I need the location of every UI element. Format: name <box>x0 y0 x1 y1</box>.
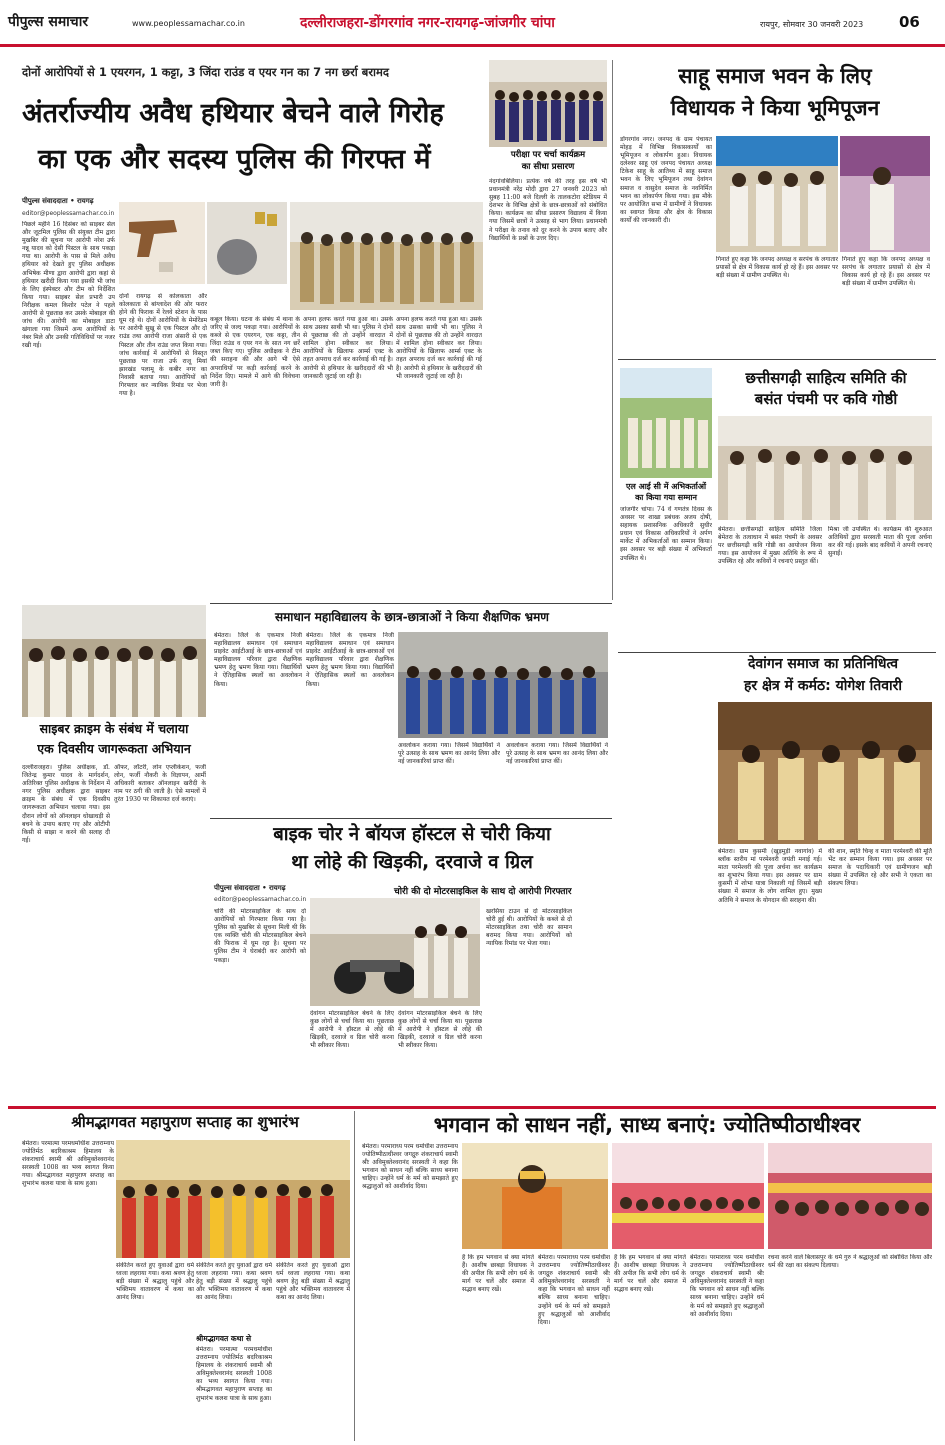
section-divider <box>210 603 612 604</box>
jyotish-text-5: बेमेतरा। परमाराध्य परम धर्माधीश उत्तराम्नाय ज्योतिष्पीठाधीश्वर जगद्गुरु शंकराचार्य स्वामी श्रीः अविमुक्तेश्वरानंद सरस्वती ने कहा कि भगवान को साधन नहीं बल्कि साध्य बनाना चाहिए। उन्होंने धर्म के मर्म को समझाते हुए श्रद्धालुओं को आशीर्वाद दिया। <box>690 1254 764 1318</box>
jyotish-photo-2 <box>612 1143 764 1249</box>
bhagwat-subhead: श्रीमद्भागवत कथा से <box>196 1334 252 1343</box>
samadhan-text-2: बेमेतरा। जिले के एकमात्र निजी महाविद्यालय समाधान एवं समाधान प्राइवेट आईटीआई के छात्र-छात्राओं एवं महाविद्यालय परिवार द्वारा शैक्षणिक भ्रमण हेतु भ्रमण किया गया। विद्यार्थियों ने ऐतिहासिक स्थलों का अवलोकन किया। <box>306 632 394 688</box>
lic-text: जांजगीर चांपा। 74 वें गणतंत्र दिवस के अवसर पर शाखा प्रबंधक अजय दोषी, सहायक प्रशासनिक अधिकारी सुधीर प्रधान एवं विकास अधिकारियों ने अर्पण मार्केट में अभिकर्ताओं का सम्मान किया। इस अवसर पर बड़ी संख्या में अभिकर्ता उपस्थित थे। <box>620 506 712 562</box>
cyber-photo <box>22 605 206 717</box>
lic-photo <box>620 368 712 478</box>
weapons-photo-2 <box>207 202 287 284</box>
samadhan-photo <box>398 632 608 738</box>
bhagwat-text: बेमेतरा। परमात्मा परमधर्माधीश उत्तराम्नाय ज्योतिर्मठ बदरिकाश्रम हिमालय के शंकराचार्य स्वामी श्री अविमुक्तेश्वरानंद सरस्वती 1008 का भव्य स्वागत किया गया। श्रीमद्भागवत महापुराण सप्ताह का शुभारंभ कलश यात्रा के साथ हुआ। <box>22 1140 114 1188</box>
masthead <box>0 0 945 44</box>
lead-headline-1: अंतर्राज्यीय अवैध हथियार बेचने वाले गिरोह <box>22 98 444 129</box>
lead-kicker: दोनों आरोपियों से 1 एयरगन, 1 कट्टा, 3 जिंदा राउंड व एयर गन का 7 नग छर्रा बरामद <box>22 65 390 79</box>
dewangan-headline-2: हर क्षेत्र में कर्मठ: योगेश तिवारी <box>743 678 903 694</box>
bhagwat-headline: श्रीमद्भागवत महापुराण सप्ताह का शुभारंभ <box>71 1113 299 1131</box>
sahitya-photo <box>718 416 932 520</box>
weapons-photo-1 <box>119 202 205 284</box>
edition-cities: दल्लीराजहरा-डोंगरगांव नगर-रायगढ़-जांजगीर चांपा <box>300 15 555 31</box>
jyotish-photo-1 <box>462 1143 608 1249</box>
samadhan-text-4: अवलोकन कराया गया। जिसमें विद्यार्थियों ने पूरे उत्साह के साथ भ्रमण का आनंद लिया और नई जानकारियां प्राप्त कीं। <box>506 742 608 766</box>
cyber-text: दल्लीराजहरा। पुलिस अधीक्षक, डॉ. जितेन्द्र कुमार यादव के मार्गदर्शन, अतिरिक्त पुलिस अधीक्षक के निर्देशन में नगर पुलिस अधीक्षक द्वारा साइबर क्राइम के संबंध में एक दिवसीय जागरूकता अभियान चलाया गया। इस दौरान लोगों को ऑनलाइन धोखाधड़ी से बचने के उपाय बताए गए और ओटीपी किसी से साझा न करने की सलाह दी गई। <box>22 764 110 844</box>
lead-column-3: कबूल किया। घटना के संबंध में थाना के जरिए से जल्द पकड़ा गया। आरोपियों के कब्जे से एक एयरगन, एक कट्टा, तीन जिंदा राउंड व एयर गन के सात नग छर्रे जब्त किए गए। पुलिस अधीक्षक ने टीम की सराहना की और आगे भी ऐसे अपराधियों पर कड़ी कार्रवाई करने के निर्देश दिए। मामले में आगे की विवेचना जारी है। <box>210 316 300 388</box>
section-divider <box>618 359 936 360</box>
bike-email: editor@peoplessamachar.co.in <box>214 896 307 903</box>
bike-text-1: चोरी की मोटरसाइकिल के साथ दो आरोपियों को गिरफ्तार किया गया है। पुलिस को मुखबिर से सूचना मिली थी कि एक व्यक्ति चोरी की मोटरसाइकिल बेचने की फिराक में घूम रहा है। सूचना पर पुलिस टीम ने घेराबंदी कर आरोपी को पकड़ा। <box>214 908 306 964</box>
pariksha-photo <box>489 60 607 147</box>
bhagwat-text-2: संकीर्तन करते हुए युवाओं द्वारा धर्म ध्वजा लहराया गया। कथा श्रवण हेतु बड़ी संख्या में श्रद्धालु पहुंचे और भक्तिमय वातावरण में कथा का आनंद लिया। <box>116 1262 194 1302</box>
sahitya-text-2: मिश्रा जी उपस्थित थे। कार्यक्रम की शुरुआत अतिथियों द्वारा सरस्वती माता की पूजा अर्चना कर की गई। इसके बाद कवियों ने अपनी रचनाएं सुनाईं। <box>828 526 932 558</box>
jyotish-text-3: बेमेतरा। परमाराध्य परम धर्माधीश उत्तराम्नाय ज्योतिष्पीठाधीश्वर जगद्गुरु शंकराचार्य स्वामी श्रीः अविमुक्तेश्वरानंद सरस्वती ने कहा कि भगवान को साधन नहीं बल्कि साध्य बनाना चाहिए। उन्होंने धर्म के मर्म को समझाते हुए श्रद्धालुओं को आशीर्वाद दिया। <box>538 1254 610 1326</box>
bhagwat-photo <box>116 1140 350 1258</box>
bike-subhead: चोरी की दो मोटरसाइकिल के साथ दो आरोपी गिरफ्तार <box>394 887 572 897</box>
bike-byline: पीपुल्स संवाददाता • रायगढ़ <box>214 884 286 892</box>
sahu-headline-2: विधायक ने किया भूमिपूजन <box>670 96 880 120</box>
lead-column-2: दोनों रायगढ़ से कोलकाता और कोलकाता से बांग्लादेश की ओर फरार होने की फिराक में रेलवे स्टेशन के पास घूम रहे थे। दोनों आरोपियों के मेमोरेंडम पर आरोपी सुखू से एक पिस्टल और दो राउंड तथा आरोपी राजा अंसारी से एक पिस्टल और तीन राउंड जप्त किया गया। जांच कार्रवाई में आरोपियों से विस्तृत पूछताछ पर राजा उर्फ राजू मियां झारखंड पलामू के कबीर नगर का निवासी बताया गया। आरोपियों को गिरफ्तार कर न्यायिक रिमांड पर भेजा गया है। <box>119 293 207 398</box>
sahitya-headline-1: छत्तीसगढ़ी साहित्य समिति की <box>745 369 907 387</box>
lic-headline-2: का किया गया सम्मान <box>635 493 697 502</box>
bhagwat-text-4: बेमेतरा। परमात्मा परमधर्माधीश उत्तराम्नाय ज्योतिर्मठ बदरिकाश्रम हिमालय के शंकराचार्य स्वामी श्री अविमुक्तेश्वरानंद सरस्वती 1008 का भव्य स्वागत किया गया। श्रीमद्भागवत महापुराण सप्ताह का शुभारंभ कलश यात्रा के साथ हुआ। <box>196 1346 272 1402</box>
lic-headline-1: एल आई सी में अभिकर्ताओं <box>625 482 707 491</box>
cyber-text-2: ऑफर, लॉटरी, लोन एप्लीकेशन, फर्जी लोन, फर्जी नौकरी के विज्ञापन, आर्मी अधिकारी बताकर ऑनलाइन खरीदी के नाम पर ठगी की जाती है। ऐसे मामलों में तुरंत 1930 पर शिकायत दर्ज कराएं। <box>114 764 206 804</box>
sahitya-text: बेमेतरा। छत्तीसगढ़ी साहित्य समिति जिला बेमेतरा के तत्वाधान में बसंत पंचमी के अवसर पर छत्तीसगढ़ी कवि गोष्ठी का आयोजन किया गया। इस आयोजन में मुख्य अतिथि के रूप में उपस्थित रहे और कवियों ने रचनाएं प्रस्तुत कीं। <box>718 526 822 566</box>
pariksha-headline-1: परीक्षा पर चर्चा कार्यक्रम <box>510 150 586 160</box>
samadhan-text-3: अवलोकन कराया गया। जिसमें विद्यार्थियों ने पूरे उत्साह के साथ भ्रमण का आनंद लिया और नई जानकारियां प्राप्त कीं। <box>398 742 500 766</box>
bike-text-2: देवांगन मोटरसाइकिल बेचने के लिए कुछ लोगों से चर्चा किया था। पूछताछ में आरोपी ने हॉस्टल से लोहे की खिड़की, दरवाजे व ग्रिल चोरी करना भी स्वीकार किया। <box>310 1010 394 1050</box>
column-divider <box>354 1111 355 1441</box>
samadhan-text: बेमेतरा। जिले के एकमात्र निजी महाविद्यालय समाधान एवं समाधान प्राइवेट आईटीआई के छात्र-छात्राओं एवं महाविद्यालय परिवार द्वारा शैक्षणिक भ्रमण हेतु भ्रमण किया गया। विद्यार्थियों ने ऐतिहासिक स्थलों का अवलोकन किया। <box>214 632 302 688</box>
jyotish-text: बेमेतरा। परमाराध्य परम धर्माधीश उत्तराम्नाय ज्योतिष्पीठाधीश्वर जगद्गुरु शंकराचार्य स्वामी श्रीः अविमुक्तेश्वरानंद सरस्वती ने कहा कि भगवान को साधन नहीं बल्कि साध्य बनाना चाहिए। उन्होंने धर्म के मर्म को समझाते हुए श्रद्धालुओं को आशीर्वाद दिया। <box>362 1143 458 1191</box>
dewangan-text-2: की शान, स्मृति चिन्ह व माता परमेश्वरी की मूर्ति भेंट कर सम्मान किया गया। इस अवसर पर समाज के पदाधिकारी एवं ग्रामीणजन बड़ी संख्या में उपस्थित रहे और सभी ने एकता का संकल्प लिया। <box>828 848 932 888</box>
column-divider <box>612 60 613 600</box>
jyotish-text-6: रचना करने वाले बिलासपुर के धर्म गुरु ने श्रद्धालुओं को संबोधित किया और धर्म की रक्षा का संकल्प दिलाया। <box>768 1254 932 1270</box>
dewangan-photo <box>718 702 932 844</box>
jyotish-headline: भगवान को साधन नहीं, साध्य बनाएं: ज्योतिष्पीठाधीश्वर <box>433 1113 861 1137</box>
jyotish-text-2: है कि हम भगवान से क्या मांगते हैं। आशीष छाबड़ा विधायक ने की अपील कि सभी लोग धर्म के मार्ग पर चलें और समाज में सद्भाव बनाए रखें। <box>462 1254 534 1294</box>
sahitya-headline-2: बसंत पंचमी पर कवि गोष्ठी <box>754 390 898 408</box>
pariksha-text: नंदगांवबिलिया। प्रत्येक वर्ष की तरह इस वर्ष भी प्रधानमंत्री नरेंद्र मोदी द्वारा 27 जनवरी 2023 को सुबह 11:00 बजे दिल्ली के तालकटोरा स्टेडियम में देशभर के विभिन्न क्षेत्रों के छात्र-छात्राओं को संबोधित किया। कार्यक्रम का सीधा प्रसारण विद्यालय में किया गया जिसमें छात्रों ने उत्साह से भाग लिया। प्रधानमंत्री ने परीक्षा के तनाव को दूर करने के उपाय बताए और विद्यार्थियों के प्रश्नों के उत्तर दिए। <box>489 178 607 242</box>
sahu-text-3: गिनाते हुए कहा कि जनपद अध्यक्ष व सरपंच के लगातार प्रयासों से क्षेत्र में विकास कार्य हो रहे हैं। इस अवसर पर बड़ी संख्या में ग्रामीण उपस्थित थे। <box>842 256 930 288</box>
logo: पीपुल्स समाचार <box>8 14 89 30</box>
cyber-headline-2: एक दिवसीय जागरूकता अभियान <box>37 741 191 756</box>
bottom-section-bar <box>8 1106 936 1109</box>
sahu-photo-2 <box>840 136 930 252</box>
bhagwat-text-5: संकीर्तन करते हुए युवाओं द्वारा धर्म ध्वजा लहराया गया। कथा श्रवण हेतु बड़ी संख्या में श्रद्धालु पहुंचे और भक्तिमय वातावरण में कथा का आनंद लिया। <box>276 1262 350 1302</box>
bhagwat-text-3: संकीर्तन करते हुए युवाओं द्वारा धर्म ध्वजा लहराया गया। कथा श्रवण हेतु बड़ी संख्या में श्रद्धालु पहुंचे और भक्तिमय वातावरण में कथा का आनंद लिया। <box>196 1262 272 1302</box>
lead-byline: पीपुल्स संवाददाता • रायगढ़ <box>22 197 94 205</box>
bike-photo <box>310 898 480 1006</box>
lead-column-1: पिछले महीने 16 दिसंबर को साइबर सेल और जूटमिल पुलिस की संयुक्त टीम द्वारा मुखबिर की सूचना पर आरोपी नरेश उर्फ नन्नू यादव को देसी पिस्टल के साथ पकड़ा गया था। आरोपी के पास से मिले अवैध हथियार को देखते हुए पुलिस अधीक्षक अभिषेक मीणा द्वारा आरोपी द्वारा कहां से हथियार खरीदी किया गया इसकी भी जांच के लिए इंस्पेक्टर और टीम को निर्देशित किया गया। साइबर सेल प्रभारी उप निरीक्षक कमल किशोर पटेल ने पहले आरोपी से पूछताछ कर उसके मोबाइल की जांच की। आरोपी का मोबाइल डाटा खंगाला गया जिसमें अन्य आरोपियों के नंबर मिले और उनकी गतिविधियों पर नजर रखी गई। <box>22 221 115 350</box>
sahu-headline-1: साहू समाज भवन के लिए <box>678 64 872 88</box>
lead-column-5: अपना हलफ करते गया हुआ था। उसके साथ उसका साथी भी था। पुलिस ने दोनों से पूछताछ की तो उन्होंने वारदात में शामिल होना स्वीकार कर लिया। आरोपियों के खिलाफ आर्म्स एक्ट के तहत अपराध दर्ज कर कार्रवाई की गई है। आरोपी से हथियार के खरीददारों की भी जानकारी जुटाई जा रही है। <box>396 316 482 380</box>
lead-email: editor@peoplessamachar.co.in <box>22 210 115 217</box>
jyotish-photo-3 <box>768 1143 932 1249</box>
bike-headline-2: था लोहे की खिड़की, दरवाजे व ग्रिल <box>291 852 533 873</box>
edition-date: रायपुर, सोमवार 30 जनवरी 2023 <box>760 20 864 29</box>
cyber-headline-1: साइबर क्राइम के संबंध में चलाया <box>39 721 189 736</box>
dewangan-headline-1: देवांगन समाज का प्रतिनिधित्व <box>747 656 899 672</box>
samadhan-headline: समाधान महाविद्यालय के छात्र-छात्राओं ने किया शैक्षणिक भ्रमण <box>275 610 549 624</box>
dewangan-text: बेमेतरा। ग्राम कुसमी (खुड़मुड़ी नवागांव) में ब्लॉक स्तरीय मां परमेश्वरी जयंती मनाई गई। माता परमेश्वरी की पूजा अर्चना कर कार्यक्रम का शुभारंभ किया गया। इस अवसर पर ग्राम कुसमी में शोभा यात्रा निकाली गई जिसमें बड़ी संख्या में समाज के लोग शामिल हुए। मुख्य अतिथि ने समाज के योगदान की सराहना की। <box>718 848 822 904</box>
masthead-rule <box>0 44 945 47</box>
jyotish-text-4: है कि हम भगवान से क्या मांगते हैं। आशीष छाबड़ा विधायक ने की अपील कि सभी लोग धर्म के मार्ग पर चलें और समाज में सद्भाव बनाए रखें। <box>614 1254 686 1294</box>
sahu-text: डोंगरगांव नगर। जनपद के ग्राम पंचायत मोहड़ में विभिन्न विकासकार्यों का भूमिपूजन व लोकार्पण हुआ। विधायक दलेश्वर साहू एवं जनपद पंचायत अध्यक्ष टिकेश साहू के आतिथ्य में साहू समाज भवन के लिए भूमिपूजन तथा देवांगन समाज व वासुदेव समाज के नवनिर्मित भवन का लोकार्पण किया गया। इस मौके पर आयोजित सभा में ग्रामीणों ने विधायक का स्वागत किया और क्षेत्र के विकास कार्यों की जानकारी दी। <box>620 136 712 224</box>
page-number: 06 <box>899 13 920 31</box>
section-divider <box>618 652 936 653</box>
pariksha-headline-2: का सीधा प्रसारण <box>521 162 575 172</box>
section-divider <box>210 818 612 819</box>
bike-text-3: खरसिया टाउन से दो मोटरसाइकिल चोरी हुई थी। आरोपियों के कब्जे से दो मोटरसाइकिल तथा चोरी का सामान बरामद किया गया। आरोपियों को न्यायिक रिमांड पर भेजा गया। <box>486 908 572 948</box>
website-url: www.peoplessamachar.co.in <box>132 19 245 28</box>
sahu-photo-1 <box>716 136 838 252</box>
bhagwat-headline-box <box>20 1111 350 1135</box>
lead-column-4: अपना हलफ करते गया हुआ था। उसके साथ उसका साथी भी था। पुलिस ने दोनों से पूछताछ की तो उन्होंने वारदात में शामिल होना स्वीकार कर लिया। आरोपियों के खिलाफ आर्म्स एक्ट के तहत अपराध दर्ज कर कार्रवाई की गई है। आरोपी से हथियार के खरीददारों की भी जानकारी जुटाई जा रही है। <box>303 316 393 380</box>
lead-headline-2: का एक और सदस्य पुलिस की गिरफ्त में <box>38 144 431 175</box>
police-team-photo <box>290 202 483 310</box>
bike-headline-1: बाइक चोर ने बॉयज हॉस्टल से चोरी किया <box>273 824 551 845</box>
bike-text-2b: देवांगन मोटरसाइकिल बेचने के लिए कुछ लोगों से चर्चा किया था। पूछताछ में आरोपी ने हॉस्टल से लोहे की खिड़की, दरवाजे व ग्रिल चोरी करना भी स्वीकार किया। <box>398 1010 482 1050</box>
sahu-text-2: गिनाते हुए कहा कि जनपद अध्यक्ष व सरपंच के लगातार प्रयासों से क्षेत्र में विकास कार्य हो रहे हैं। इस अवसर पर बड़ी संख्या में ग्रामीण उपस्थित थे। <box>716 256 838 280</box>
